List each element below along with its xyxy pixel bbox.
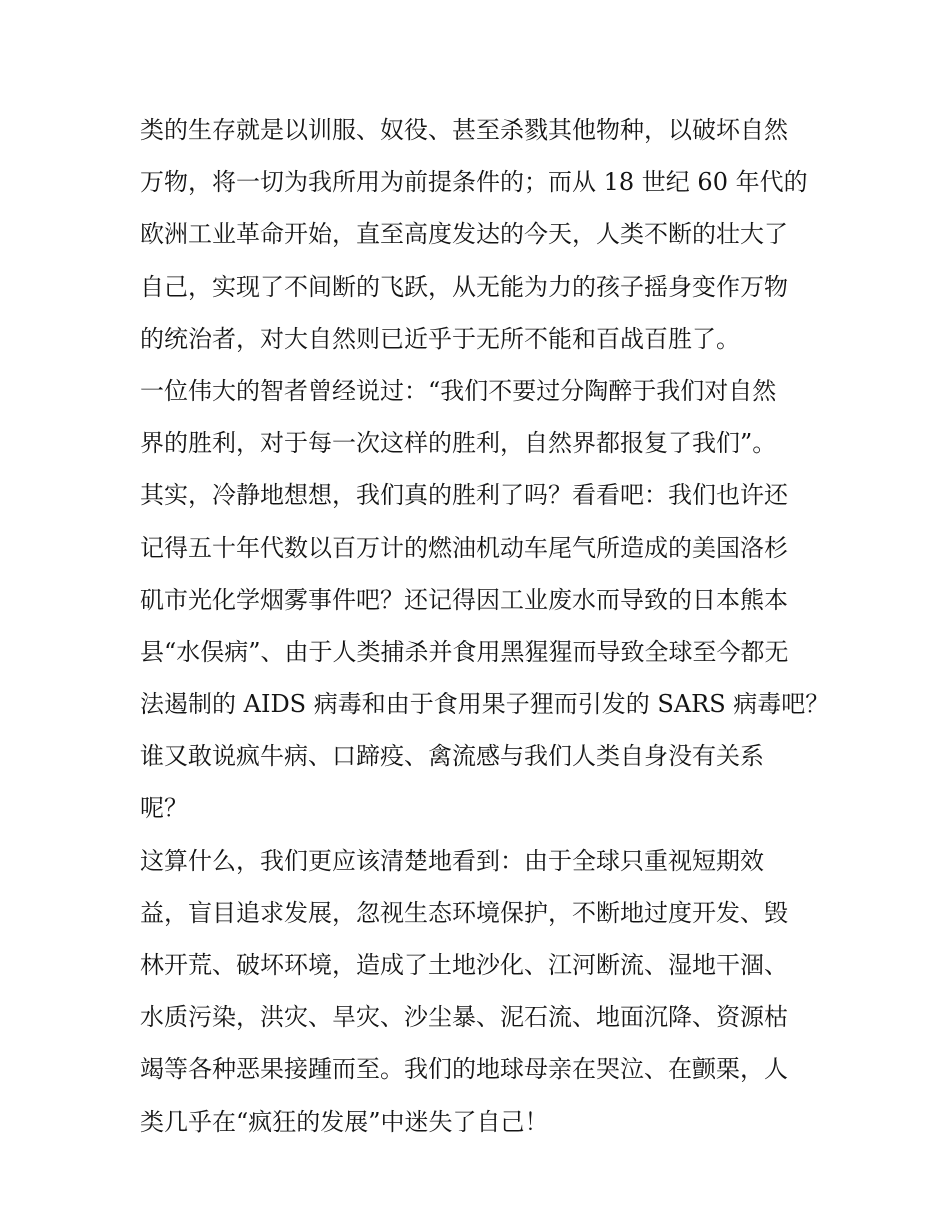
text-line: 这算什么，我们更应该清楚地看到：由于全球只重视短期效 xyxy=(140,846,764,875)
text-line: 法遏制的 AIDS 病毒和由于食用果子狸而引发的 SARS 病毒吧？ xyxy=(140,690,830,719)
text-line: 水质污染，洪灾、旱灾、沙尘暴、泥石流、地面沉降、资源枯 xyxy=(140,1003,788,1032)
text-line: 记得五十年代数以百万计的燃油机动车尾气所造成的美国洛杉 xyxy=(140,533,788,562)
text-line: 欧洲工业革命开始，直至高度发达的今天，人类不断的壮大了 xyxy=(140,220,788,249)
text-line: 呢？ xyxy=(140,794,188,823)
text-line: 一位伟大的智者曾经说过：“我们不要过分陶醉于我们对自然 xyxy=(140,376,777,405)
text-line: 益，盲目追求发展，忽视生态环境保护，不断地过度开发、毁 xyxy=(140,898,788,927)
text-line: 县“水俣病”、由于人类捕杀并食用黑猩猩而导致全球至今都无 xyxy=(140,637,789,666)
text-line: 的统治者，对大自然则已近乎于无所不能和百战百胜了。 xyxy=(140,324,740,353)
text-line: 类几乎在“疯狂的发展”中迷失了自己！ xyxy=(140,1107,549,1136)
text-line: 林开荒、破坏环境，造成了土地沙化、江河断流、湿地干涸、 xyxy=(140,951,788,979)
text-line: 类的生存就是以训服、奴役、甚至杀戮其他物种，以破坏自然 xyxy=(140,116,788,144)
text-line: 谁又敢说疯牛病、口蹄疫、禽流感与我们人类自身没有关系 xyxy=(140,742,764,771)
text-line: 界的胜利，对于每一次这样的胜利，自然界都报复了我们”。 xyxy=(140,429,777,458)
text-line: 万物，将一切为我所用为前提条件的；而从 18 世纪 60 年代的 xyxy=(140,168,808,197)
text-line: 矶市光化学烟雾事件吧？还记得因工业废水而导致的日本熊本 xyxy=(140,585,788,614)
body-text xyxy=(140,104,830,1148)
text-line: 其实，冷静地想想，我们真的胜利了吗？看看吧：我们也许还 xyxy=(140,481,788,510)
text-line: 竭等各种恶果接踵而至。我们的地球母亲在哭泣、在颤栗，人 xyxy=(140,1055,788,1084)
text-line: 自己，实现了不间断的飞跃，从无能为力的孩子摇身变作万物 xyxy=(140,272,788,301)
